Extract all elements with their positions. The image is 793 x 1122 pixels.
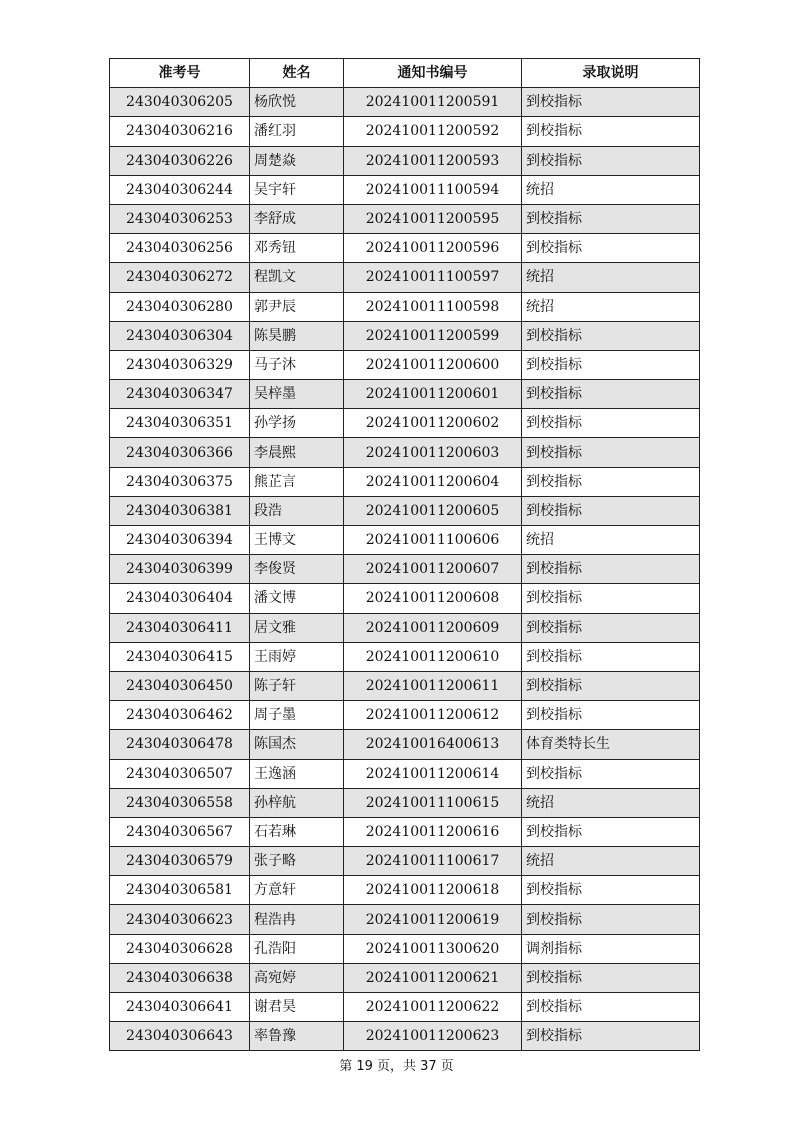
exam-no-cell: 243040306628 xyxy=(110,934,250,963)
notice-no-cell: 202410011200605 xyxy=(344,496,522,525)
admission-note-cell: 到校指标 xyxy=(522,467,700,496)
notice-no-cell: 202410011200622 xyxy=(344,993,522,1022)
exam-no-cell: 243040306253 xyxy=(110,204,250,233)
notice-no-cell: 202410011200618 xyxy=(344,876,522,905)
admission-note-cell: 到校指标 xyxy=(522,584,700,613)
student-name-cell: 王逸涵 xyxy=(250,759,344,788)
table-row xyxy=(110,321,700,350)
notice-no-cell: 202410011200599 xyxy=(344,321,522,350)
exam-no-cell: 243040306256 xyxy=(110,234,250,263)
student-name-cell: 马子沐 xyxy=(250,350,344,379)
student-name-cell: 李俊贤 xyxy=(250,555,344,584)
exam-no-cell: 243040306450 xyxy=(110,671,250,700)
admission-note-cell: 到校指标 xyxy=(522,234,700,263)
admission-note-cell: 到校指标 xyxy=(522,642,700,671)
admission-note-cell: 体育类特长生 xyxy=(522,730,700,759)
exam-no-cell: 243040306404 xyxy=(110,584,250,613)
notice-no-cell: 202410011200610 xyxy=(344,642,522,671)
notice-no-cell: 202410011200623 xyxy=(344,1022,522,1051)
admission-note-cell: 到校指标 xyxy=(522,438,700,467)
admission-note-cell: 到校指标 xyxy=(522,817,700,846)
admission-note-cell: 到校指标 xyxy=(522,963,700,992)
admission-note-cell: 统招 xyxy=(522,526,700,555)
table-row xyxy=(110,613,700,642)
table-row xyxy=(110,671,700,700)
notice-no-cell: 202410011200592 xyxy=(344,117,522,146)
exam-no-cell: 243040306399 xyxy=(110,555,250,584)
student-name-cell: 吴宇轩 xyxy=(250,175,344,204)
exam-no-cell: 243040306567 xyxy=(110,817,250,846)
exam-no-cell: 243040306394 xyxy=(110,526,250,555)
student-name-cell: 王博文 xyxy=(250,526,344,555)
notice-no-cell: 202410011200612 xyxy=(344,701,522,730)
admission-note-cell: 到校指标 xyxy=(522,671,700,700)
table-row xyxy=(110,496,700,525)
exam-no-cell: 243040306623 xyxy=(110,905,250,934)
exam-no-cell: 243040306216 xyxy=(110,117,250,146)
student-name-cell: 孙梓航 xyxy=(250,788,344,817)
admission-note-cell: 到校指标 xyxy=(522,613,700,642)
admission-note-cell: 统招 xyxy=(522,263,700,292)
table-row xyxy=(110,963,700,992)
table-row xyxy=(110,1022,700,1051)
student-name-cell: 居文雅 xyxy=(250,613,344,642)
table-row xyxy=(110,905,700,934)
exam-no-cell: 243040306347 xyxy=(110,380,250,409)
table-row xyxy=(110,526,700,555)
student-name-cell: 郭尹辰 xyxy=(250,292,344,321)
admission-note-cell: 统招 xyxy=(522,847,700,876)
exam-no-cell: 243040306415 xyxy=(110,642,250,671)
admission-note-cell: 到校指标 xyxy=(522,905,700,934)
table-row xyxy=(110,234,700,263)
exam-no-cell: 243040306643 xyxy=(110,1022,250,1051)
admission-note-cell: 到校指标 xyxy=(522,350,700,379)
student-name-cell: 程浩冉 xyxy=(250,905,344,934)
student-name-cell: 李晨熙 xyxy=(250,438,344,467)
table-row xyxy=(110,759,700,788)
exam-no-cell: 243040306381 xyxy=(110,496,250,525)
page-number-footer: 第 19 页，共 37 页 xyxy=(339,1059,454,1074)
header-row xyxy=(110,59,700,88)
table-row xyxy=(110,350,700,379)
admission-list-table xyxy=(109,58,700,1051)
header-name: 姓名 xyxy=(250,59,344,88)
table-row xyxy=(110,467,700,496)
exam-no-cell: 243040306641 xyxy=(110,993,250,1022)
notice-no-cell: 202410011200607 xyxy=(344,555,522,584)
admission-note-cell: 到校指标 xyxy=(522,409,700,438)
exam-no-cell: 243040306579 xyxy=(110,847,250,876)
notice-no-cell: 202410016400613 xyxy=(344,730,522,759)
notice-no-cell: 202410011100615 xyxy=(344,788,522,817)
table-row xyxy=(110,263,700,292)
exam-no-cell: 243040306375 xyxy=(110,467,250,496)
table-row xyxy=(110,642,700,671)
notice-no-cell: 202410011200614 xyxy=(344,759,522,788)
notice-no-cell: 202410011200608 xyxy=(344,584,522,613)
student-name-cell: 周楚焱 xyxy=(250,146,344,175)
admission-note-cell: 到校指标 xyxy=(522,117,700,146)
admission-note-cell: 统招 xyxy=(522,175,700,204)
admission-note-cell: 到校指标 xyxy=(522,204,700,233)
notice-no-cell: 202410011200603 xyxy=(344,438,522,467)
student-name-cell: 潘红羽 xyxy=(250,117,344,146)
table-row xyxy=(110,730,700,759)
student-name-cell: 周子墨 xyxy=(250,701,344,730)
student-name-cell: 杨欣悦 xyxy=(250,88,344,117)
student-name-cell: 孙学扬 xyxy=(250,409,344,438)
student-name-cell: 石若琳 xyxy=(250,817,344,846)
student-name-cell: 张子略 xyxy=(250,847,344,876)
notice-no-cell: 202410011200596 xyxy=(344,234,522,263)
student-name-cell: 方意轩 xyxy=(250,876,344,905)
admission-note-cell: 到校指标 xyxy=(522,88,700,117)
admission-note-cell: 统招 xyxy=(522,788,700,817)
exam-no-cell: 243040306638 xyxy=(110,963,250,992)
notice-no-cell: 202410011200591 xyxy=(344,88,522,117)
student-name-cell: 熊芷言 xyxy=(250,467,344,496)
notice-no-cell: 202410011200600 xyxy=(344,350,522,379)
exam-no-cell: 243040306411 xyxy=(110,613,250,642)
table-row xyxy=(110,788,700,817)
notice-no-cell: 202410011200619 xyxy=(344,905,522,934)
exam-no-cell: 243040306351 xyxy=(110,409,250,438)
table-row xyxy=(110,993,700,1022)
exam-no-cell: 243040306507 xyxy=(110,759,250,788)
exam-no-cell: 243040306558 xyxy=(110,788,250,817)
notice-no-cell: 202410011100597 xyxy=(344,263,522,292)
student-name-cell: 率鲁豫 xyxy=(250,1022,344,1051)
student-name-cell: 程凯文 xyxy=(250,263,344,292)
notice-no-cell: 202410011200616 xyxy=(344,817,522,846)
notice-no-cell: 202410011200602 xyxy=(344,409,522,438)
table-row xyxy=(110,204,700,233)
table-row xyxy=(110,934,700,963)
student-name-cell: 段浩 xyxy=(250,496,344,525)
student-name-cell: 陈昊鹏 xyxy=(250,321,344,350)
student-name-cell: 谢君昊 xyxy=(250,993,344,1022)
student-name-cell: 吴梓墨 xyxy=(250,380,344,409)
notice-no-cell: 202410011200601 xyxy=(344,380,522,409)
admission-note-cell: 到校指标 xyxy=(522,496,700,525)
notice-no-cell: 202410011200621 xyxy=(344,963,522,992)
table-row xyxy=(110,380,700,409)
student-name-cell: 李舒成 xyxy=(250,204,344,233)
exam-no-cell: 243040306462 xyxy=(110,701,250,730)
admission-note-cell: 到校指标 xyxy=(522,555,700,584)
notice-no-cell: 202410011200593 xyxy=(344,146,522,175)
admission-note-cell: 到校指标 xyxy=(522,993,700,1022)
admission-note-cell: 到校指标 xyxy=(522,759,700,788)
admission-note-cell: 到校指标 xyxy=(522,701,700,730)
header-admission-note: 录取说明 xyxy=(522,59,700,88)
student-name-cell: 潘文博 xyxy=(250,584,344,613)
notice-no-cell: 202410011100617 xyxy=(344,847,522,876)
admission-note-cell: 到校指标 xyxy=(522,146,700,175)
table-row xyxy=(110,409,700,438)
table-row xyxy=(110,438,700,467)
student-name-cell: 高宛婷 xyxy=(250,963,344,992)
table-row xyxy=(110,584,700,613)
exam-no-cell: 243040306205 xyxy=(110,88,250,117)
student-name-cell: 王雨婷 xyxy=(250,642,344,671)
exam-no-cell: 243040306329 xyxy=(110,350,250,379)
admission-note-cell: 调剂指标 xyxy=(522,934,700,963)
table-row xyxy=(110,701,700,730)
notice-no-cell: 202410011200609 xyxy=(344,613,522,642)
table-row xyxy=(110,847,700,876)
table-row xyxy=(110,117,700,146)
student-name-cell: 邓秀钮 xyxy=(250,234,344,263)
admission-list-table-wrapper xyxy=(109,58,699,1051)
admission-note-cell: 统招 xyxy=(522,292,700,321)
notice-no-cell: 202410011200604 xyxy=(344,467,522,496)
table-row xyxy=(110,88,700,117)
notice-no-cell: 202410011100606 xyxy=(344,526,522,555)
admission-note-cell: 到校指标 xyxy=(522,1022,700,1051)
table-row xyxy=(110,292,700,321)
exam-no-cell: 243040306581 xyxy=(110,876,250,905)
notice-no-cell: 202410011300620 xyxy=(344,934,522,963)
table-row xyxy=(110,146,700,175)
exam-no-cell: 243040306244 xyxy=(110,175,250,204)
notice-no-cell: 202410011200611 xyxy=(344,671,522,700)
admission-note-cell: 到校指标 xyxy=(522,380,700,409)
student-name-cell: 孔浩阳 xyxy=(250,934,344,963)
notice-no-cell: 202410011100598 xyxy=(344,292,522,321)
exam-no-cell: 243040306272 xyxy=(110,263,250,292)
exam-no-cell: 243040306366 xyxy=(110,438,250,467)
table-row xyxy=(110,817,700,846)
student-name-cell: 陈国杰 xyxy=(250,730,344,759)
exam-no-cell: 243040306304 xyxy=(110,321,250,350)
notice-no-cell: 202410011100594 xyxy=(344,175,522,204)
exam-no-cell: 243040306280 xyxy=(110,292,250,321)
student-name-cell: 陈子轩 xyxy=(250,671,344,700)
table-row xyxy=(110,175,700,204)
table-row xyxy=(110,555,700,584)
notice-no-cell: 202410011200595 xyxy=(344,204,522,233)
header-exam-no: 准考号 xyxy=(110,59,250,88)
header-notice-no: 通知书编号 xyxy=(344,59,522,88)
exam-no-cell: 243040306226 xyxy=(110,146,250,175)
admission-note-cell: 到校指标 xyxy=(522,321,700,350)
admission-note-cell: 到校指标 xyxy=(522,876,700,905)
exam-no-cell: 243040306478 xyxy=(110,730,250,759)
table-body xyxy=(110,88,700,1051)
table-row xyxy=(110,876,700,905)
table-header xyxy=(110,59,700,88)
